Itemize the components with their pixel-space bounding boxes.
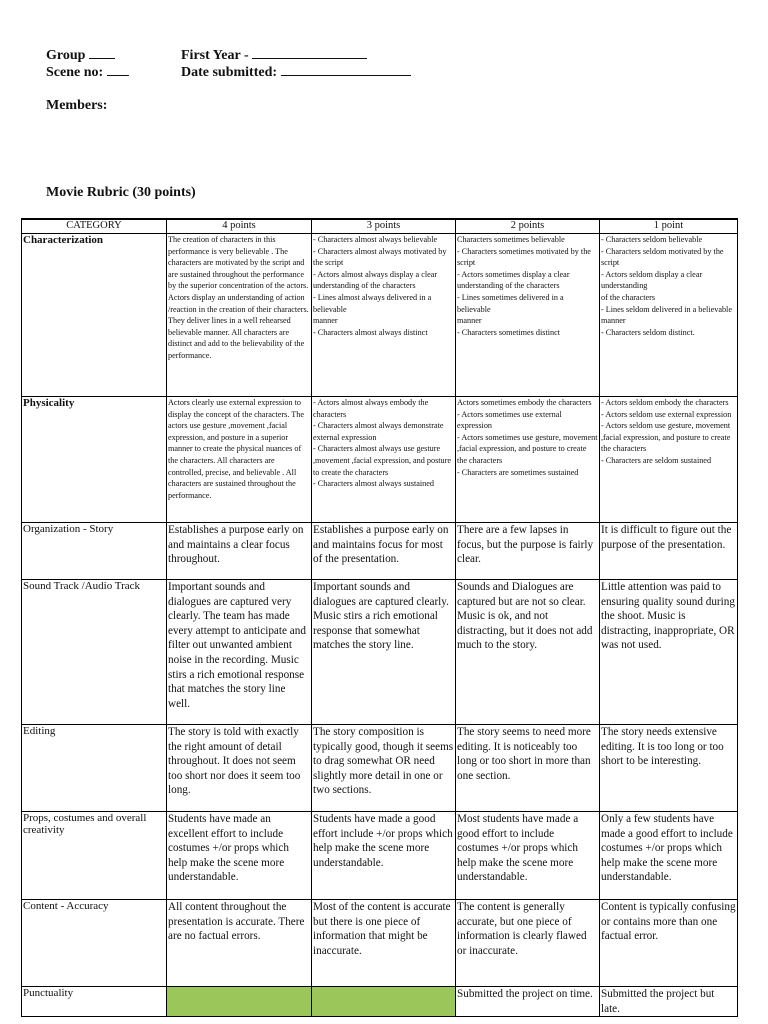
category-cell: Props, costumes and overall creativity [22,812,167,900]
criteria-cell: Actors sometimes embody the characters - Actors sometimes use external expression - Actors sometimes use gesture, movement ,facial expression, and posture to create the characters - Characters are sometimes sustained [456,397,600,523]
criteria-cell: Little attention was paid to ensuring quality sound during the shoot. Music is distracting, inappropriate, OR was not used. [600,580,738,725]
criteria-cell: - Characters seldom believable - Characters seldom motivated by the script - Actors seldom display a clear understanding of the characters - Lines seldom delivered in a believable manner - Characters seldom distinct. [600,234,738,397]
rubric-row [22,234,738,397]
criteria-cell: Establishes a purpose early on and maintains focus for most of the presentation. [312,523,456,580]
column-header: CATEGORY [22,219,167,234]
criteria-cell: All content throughout the presentation is accurate. There are no factual errors. [167,900,312,987]
category-cell: Content - Accuracy [22,900,167,987]
highlight-cell [312,987,456,1017]
category-cell: Characterization [22,234,167,397]
column-header: 1 point [600,219,738,234]
members-label: Members: [46,98,108,113]
criteria-cell: The story composition is typically good, though it seems to drag somewhat OR need slightly more detail in one or two sections. [312,725,456,812]
criteria-cell: - Actors seldom embody the characters - Actors seldom use external expression - Actors seldom use gesture, movement ,facial expression, and posture to create the characters - Characters are seldom sustained [600,397,738,523]
criteria-cell: There are a few lapses in focus, but the purpose is fairly clear. [456,523,600,580]
criteria-cell: The story is told with exactly the right amount of detail throughout. It does not seem too short nor does it seem too long. [167,725,312,812]
scene-label: Scene no: [46,64,129,81]
rubric-row [22,725,738,812]
category-cell: Organization - Story [22,523,167,580]
criteria-cell: Content is typically confusing or contains more than one factual error. [600,900,738,987]
group-label: Group [46,47,115,64]
criteria-cell: Most students have made a good effort to include costumes +/or props which help make the scene more understandable. [456,812,600,900]
rubric-row [22,397,738,523]
criteria-cell: The creation of characters in this performance is very believable . The characters are motivated by the script and are sustained throughout the performance by the superior concentration of the actors. Actors display an understanding of action /reaction in the creation of their characters. They deliver lines in a well rehearsed believable manner. All characters are distinct and add to the believability of the performance. [167,234,312,397]
criteria-cell: The content is generally accurate, but one piece of information is clearly flawed or inaccurate. [456,900,600,987]
highlight-cell [167,987,312,1017]
rubric-title: Movie Rubric (30 points) [46,185,196,200]
criteria-cell: Actors clearly use external expression to display the concept of the characters. The actors use gesture ,movement ,facial expression, and posture in a superior manner to create the physical nuances of the characters. All characters are controlled, precise, and believable . All characters are sustained throughout the performance. [167,397,312,523]
category-cell: Punctuality [22,987,167,1017]
column-header: 4 points [167,219,312,234]
criteria-cell: It is difficult to figure out the purpose of the presentation. [600,523,738,580]
rubric-row [22,812,738,900]
criteria-cell: Establishes a purpose early on and maintains a clear focus throughout. [167,523,312,580]
criteria-cell: - Characters almost always believable - Characters almost always motivated by the script - Actors almost always display a clear understanding of the characters - Lines almost always delivered in a believable manner - Characters almost always distinct [312,234,456,397]
category-cell: Physicality [22,397,167,523]
criteria-cell: The story needs extensive editing. It is too long or too short to be interesting. [600,725,738,812]
criteria-cell: Sounds and Dialogues are captured but are not so clear. Music is ok, and not distracting, but it does not add much to the story. [456,580,600,725]
rubric-row [22,987,738,1017]
criteria-cell: Important sounds and dialogues are captured clearly. Music stirs a rich emotional response that somewhat matches the story line. [312,580,456,725]
date-label: Date submitted: [181,64,411,81]
rubric-row [22,900,738,987]
criteria-cell: Only a few students have made a good effort to include costumes +/or props which help make the scene more understandable. [600,812,738,900]
rubric-row [22,580,738,725]
criteria-cell: - Actors almost always embody the characters - Characters almost always demonstrate external expression - Characters almost always use gesture ,movement ,facial expression, and posture to create the characters - Characters almost always sustained [312,397,456,523]
criteria-cell: Submitted the project on time. [456,987,600,1017]
category-cell: Editing [22,725,167,812]
criteria-cell: Characters sometimes believable - Characters sometimes motivated by the script - Actors sometimes display a clear understanding of the characters - Lines sometimes delivered in a believable manner - Characters sometimes distinct [456,234,600,397]
criteria-cell: Students have made an excellent effort to include costumes +/or props which help make the scene more understandable. [167,812,312,900]
column-header: 3 points [312,219,456,234]
header-row [22,219,738,234]
criteria-cell: Most of the content is accurate but there is one piece of information that might be inaccurate. [312,900,456,987]
category-cell: Sound Track /Audio Track [22,580,167,725]
criteria-cell: Students have made a good effort include +/or props which help make the scene more understandable. [312,812,456,900]
year-label: First Year - [181,47,367,64]
criteria-cell: Submitted the project but late. [600,987,738,1017]
column-header: 2 points [456,219,600,234]
rubric-table [21,218,738,1017]
rubric-row [22,523,738,580]
criteria-cell: Important sounds and dialogues are captured very clearly. The team has made every attempt to anticipate and filter out unwanted ambient noise in the recording. Music stirs a rich emotional response that matches the story line well. [167,580,312,725]
criteria-cell: The story seems to need more editing. It is noticeably too long or too short in more than one section. [456,725,600,812]
